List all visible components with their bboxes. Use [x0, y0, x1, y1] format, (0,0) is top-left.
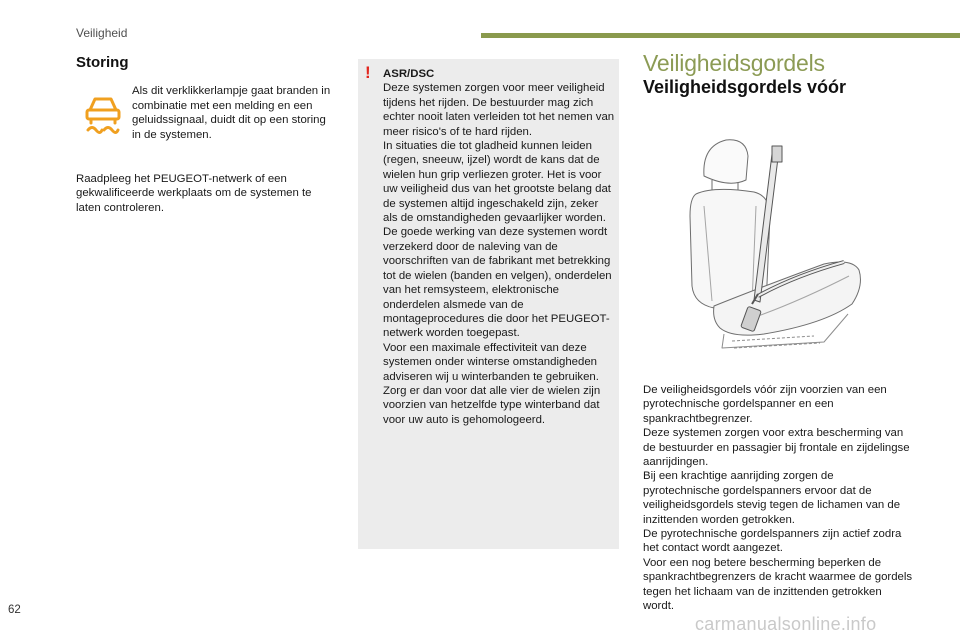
- seatbelts-paragraph: De veiligheidsgordels vóór zijn voorzien van een pyrotechnische gordelspanner en een spankrachtbegrenzer.: [643, 384, 887, 425]
- esp-warning-lamp-icon: [80, 90, 126, 136]
- watermark: carmanualsonline.info: [695, 614, 877, 634]
- page-number: 62: [8, 604, 21, 616]
- note-title: ASR/DSC: [383, 68, 435, 80]
- seatbelts-paragraph: Deze systemen zorgen voor extra bescherming van de bestuurder en passagier bij frontale en zijdelingse aanrijdingen.: [643, 427, 910, 469]
- note-paragraph: Deze systemen zorgen voor meer veiligheid tijdens het rijden. De bestuurder mag zich echter nooit laten verleiden tot het nemen van meer risico's of te hard rijden.: [383, 82, 615, 138]
- chapter-title: Veiligheidsgordels: [643, 50, 825, 76]
- section-label: Veiligheid: [76, 26, 128, 40]
- section-subtitle: Veiligheidsgordels vóór: [643, 77, 847, 98]
- note-paragraph: Voor een maximale effectiviteit van deze systemen onder winterse omstandigheden adviseren wij u winterbanden te gebruiken.: [383, 341, 599, 383]
- alert-icon: !: [365, 63, 371, 82]
- asr-dsc-note-box: [358, 59, 619, 549]
- note-paragraph: Zorg er dan voor dat alle vier de wielen zijn voorzien van hetzelfde type winterband dat voor uw auto is gehomologeerd.: [383, 384, 601, 426]
- seatbelts-description: [643, 383, 913, 614]
- warning-row: [76, 84, 338, 142]
- storing-heading: Storing: [76, 54, 129, 71]
- seatbelts-paragraph: Voor een nog betere bescherming beperken de spankrachtbegrenzers de kracht waarmee de gordels tegen het lichaam van de inzittenden getrokken wordt.: [643, 556, 913, 613]
- seatbelts-paragraph: Bij een krachtige aanrijding zorgen de pyrotechnische gordelspanners ervoor dat de veiligheidsgordels stevig tegen de lichamen van de inzittenden worden getrokken.: [643, 470, 901, 526]
- note-paragraph: De goede werking van deze systemen wordt verzekerd door de naleving van de voorschriften van de fabrikant met betrekking tot de wielen (banden en velgen), onderdelen van het remsysteem, elektronische onderdelen alsmede van de montageprocedures die door het PEUGEOT-netwerk worden toegepast.: [383, 226, 612, 340]
- storing-paragraph: Raadpleeg het PEUGEOT-netwerk of een gekwalificeerde werkplaats om de systemen te laten controleren.: [76, 173, 312, 214]
- seat-belt-illustration: [674, 136, 869, 358]
- seatbelts-section: [643, 50, 913, 98]
- warning-text: Als dit verklikkerlampje gaat branden in combinatie met een melding en een geluidssignaal, duidt dit op een storing in de systemen.: [132, 85, 331, 141]
- seatbelts-paragraph: De pyrotechnische gordelspanners zijn actief zodra het contact wordt aangezet.: [643, 528, 902, 555]
- note-paragraph: In situaties die tot gladheid kunnen leiden (regen, sneeuw, ijzel) wordt de kans dat de wielen hun grip verliezen groter. Het is voor uw veiligheid dus van het grootste belang dat de systemen altijd ingeschakeld zijn, zeker als de omstandigheden gevaarlijker worden.: [383, 140, 611, 225]
- header-accent-bar: [481, 33, 960, 38]
- storing-section: [76, 56, 338, 215]
